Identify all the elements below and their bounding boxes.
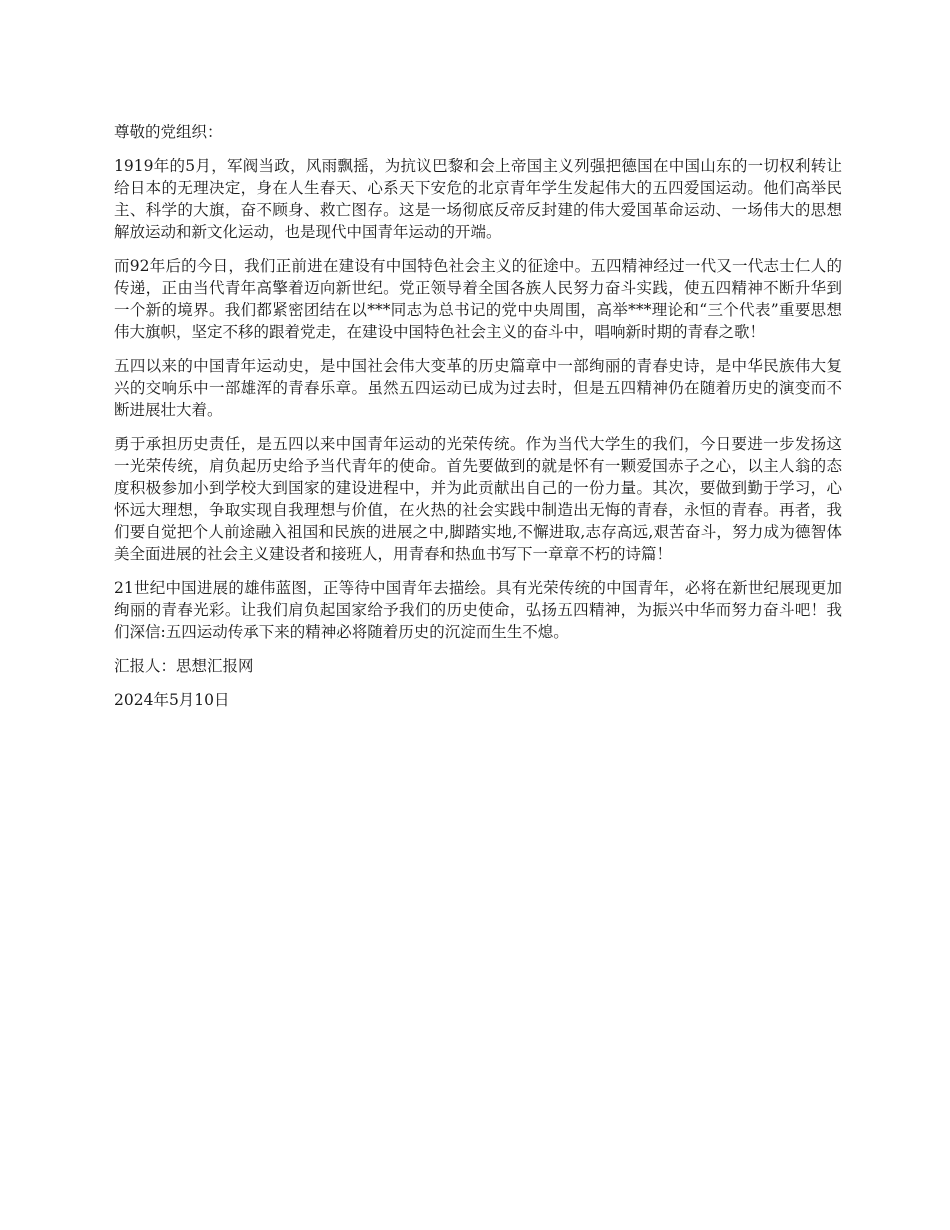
- signature: 汇报人：思想汇报网: [114, 657, 254, 675]
- salutation: 尊敬的党组织：: [114, 123, 223, 141]
- paragraph-2: 而92年后的今日，我们正前进在建设有中国特色社会主义的征途中。五四精神经过一代又一代志士仁人的传递，正由当代青年高擎着迈向新世纪。党正领导着全国各族人民努力奋斗实践，使五四精神不断升华到一个新的境界。我们都紧密团结在以***同志为总书记的党中央周围，高举***理论和“三个代表”重要思想伟大旗帜，坚定不移的跟着党走，在建设中国特色社会主义的奋斗中，唱响新时期的青春之歌！: [114, 257, 842, 341]
- date: 2024年5月10日: [114, 691, 230, 709]
- paragraph-1: 1919年的5月，军阀当政，风雨飘摇，为抗议巴黎和会上帝国主义列强把德国在中国山东的一切权利转让给日本的无理决定，身在人生春天、心系天下安危的北京青年学生发起伟大的五四爱国运动。他们高举民主、科学的大旗，奋不顾身、救亡图存。这是一场彻底反帝反封建的伟大爱国革命运动、一场伟大的思想解放运动和新文化运动，也是现代中国青年运动的开端。: [114, 157, 842, 241]
- paragraph-3: 五四以来的中国青年运动史，是中国社会伟大变革的历史篇章中一部绚丽的青春史诗，是中华民族伟大复兴的交响乐中一部雄浑的青春乐章。虽然五四运动已成为过去时，但是五四精神仍在随着历史的演变而不断进展壮大着。: [114, 357, 842, 419]
- document-page: [114, 121, 842, 723]
- paragraph-4: 勇于承担历史责任，是五四以来中国青年运动的光荣传统。作为当代大学生的我们，今日要进一步发扬这一光荣传统，肩负起历史给予当代青年的使命。首先要做到的就是怀有一颗爱国赤子之心，以主人翁的态度积极参加小到学校大到国家的建设进程中，并为此贡献出自己的一份力量。其次，要做到勤于学习，心怀远大理想，争取实现自我理想与价值，在火热的社会实践中制造出无悔的青春，永恒的青春。再者，我们要自觉把个人前途融入祖国和民族的进展之中,脚踏实地,不懈进取,志存高远,艰苦奋斗，努力成为德智体美全面进展的社会主义建设者和接班人，用青春和热血书写下一章章不朽的诗篇！: [114, 435, 842, 563]
- paragraph-5: 21世纪中国进展的雄伟蓝图，正等待中国青年去描绘。具有光荣传统的中国青年，必将在新世纪展现更加绚丽的青春光彩。让我们肩负起国家给予我们的历史使命，弘扬五四精神，为振兴中华而努力奋斗吧！我们深信:五四运动传承下来的精神必将随着历史的沉淀而生生不熄。: [114, 579, 842, 641]
